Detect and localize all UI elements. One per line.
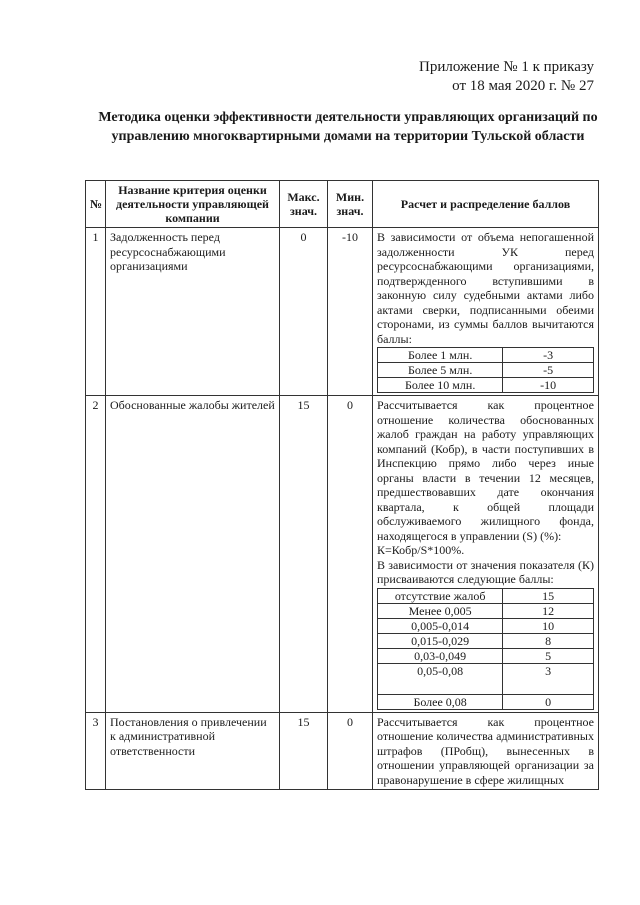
score-value: 10	[503, 618, 594, 633]
row-name: Обоснованные жалобы жителей	[106, 396, 280, 713]
row-num: 3	[86, 712, 106, 790]
score-value: 5	[503, 648, 594, 663]
score-label: 0,015-0,029	[378, 633, 503, 648]
score-table	[377, 347, 594, 393]
document-title: Методика оценки эффективности деятельности управляющих организаций по управлению многоквартирными домами на территории Тульской области	[98, 110, 598, 144]
score-label: Более 0,08	[378, 694, 503, 709]
score-label: 0,05-0,08	[378, 663, 503, 694]
score-value: -3	[503, 348, 594, 363]
score-row	[378, 603, 594, 618]
score-label: Менее 0,005	[378, 603, 503, 618]
calc-text: Рассчитывается как процентное отношение количества административных штрафов (ПРобщ), вынесенных в отношении управляющей организации за правонарушение в сфере жилищных	[377, 714, 594, 787]
score-row	[378, 663, 594, 694]
score-value: 8	[503, 633, 594, 648]
score-row	[378, 648, 594, 663]
row-calc	[373, 712, 599, 790]
score-value: -5	[503, 363, 594, 378]
score-row	[378, 348, 594, 363]
score-row	[378, 363, 594, 378]
calc-formula: К=Кобр/S*100%.	[377, 543, 465, 557]
header-name: Название критерия оценки деятельности управляющей компании	[106, 181, 280, 228]
annex-line-1: Приложение № 1 к приказу	[419, 59, 594, 75]
header-num: №	[86, 181, 106, 228]
header-max: Макс. знач.	[280, 181, 328, 228]
row-min: -10	[328, 228, 373, 396]
score-label: Более 5 млн.	[378, 363, 503, 378]
header-min: Мин. знач.	[328, 181, 373, 228]
row-calc	[373, 228, 599, 396]
score-value: 0	[503, 694, 594, 709]
table-row	[86, 712, 599, 790]
calc-text-2: В зависимости от значения показателя (К) присваиваются следующие баллы:	[377, 557, 594, 586]
table-row	[86, 396, 599, 713]
score-value: -10	[503, 378, 594, 393]
score-label: 0,005-0,014	[378, 618, 503, 633]
row-max: 15	[280, 712, 328, 790]
row-max: 0	[280, 228, 328, 396]
row-max: 15	[280, 396, 328, 713]
score-row	[378, 618, 594, 633]
score-label: отсутствие жалоб	[378, 588, 503, 603]
score-value: 3	[503, 663, 594, 694]
row-name: Постановления о привлечении к административной ответственности	[106, 712, 280, 790]
table-row	[86, 228, 599, 396]
header-calc: Расчет и распределение баллов	[373, 181, 599, 228]
table-header-row	[86, 181, 599, 228]
score-row	[378, 694, 594, 709]
row-min: 0	[328, 396, 373, 713]
score-row	[378, 633, 594, 648]
criteria-table	[85, 180, 599, 790]
row-calc	[373, 396, 599, 713]
score-value: 15	[503, 588, 594, 603]
row-num: 2	[86, 396, 106, 713]
score-label: 0,03-0,049	[378, 648, 503, 663]
annex-line-2: от 18 мая 2020 г. № 27	[452, 78, 594, 94]
score-row	[378, 378, 594, 393]
annex-header	[419, 58, 594, 96]
row-min: 0	[328, 712, 373, 790]
row-name: Задолженность перед ресурсоснабжающими организациями	[106, 228, 280, 396]
calc-text: В зависимости от объема непогашенной задолженности УК перед ресурсоснабжающими организациями, подтвержденного вступившими в законную силу судебными актами либо актами сверки, подписанными обеими сторонами, из суммы баллов вычитаются баллы:	[377, 230, 594, 346]
score-label: Более 1 млн.	[378, 348, 503, 363]
score-table	[377, 588, 594, 710]
score-label: Более 10 млн.	[378, 378, 503, 393]
score-value: 12	[503, 603, 594, 618]
row-num: 1	[86, 228, 106, 396]
score-row	[378, 588, 594, 603]
calc-text: Рассчитывается как процентное отношение количества обоснованных жалоб граждан на работу управляющих компаний (Кобр), в части поступивших в Инспекцию прямо либо через иные органы власти в течении 12 месяцев, предшествовавших дате окончания квартала, к общей площади обслуживаемого жилищного фонда, находящегося в управлении (S) (%):	[377, 398, 594, 543]
